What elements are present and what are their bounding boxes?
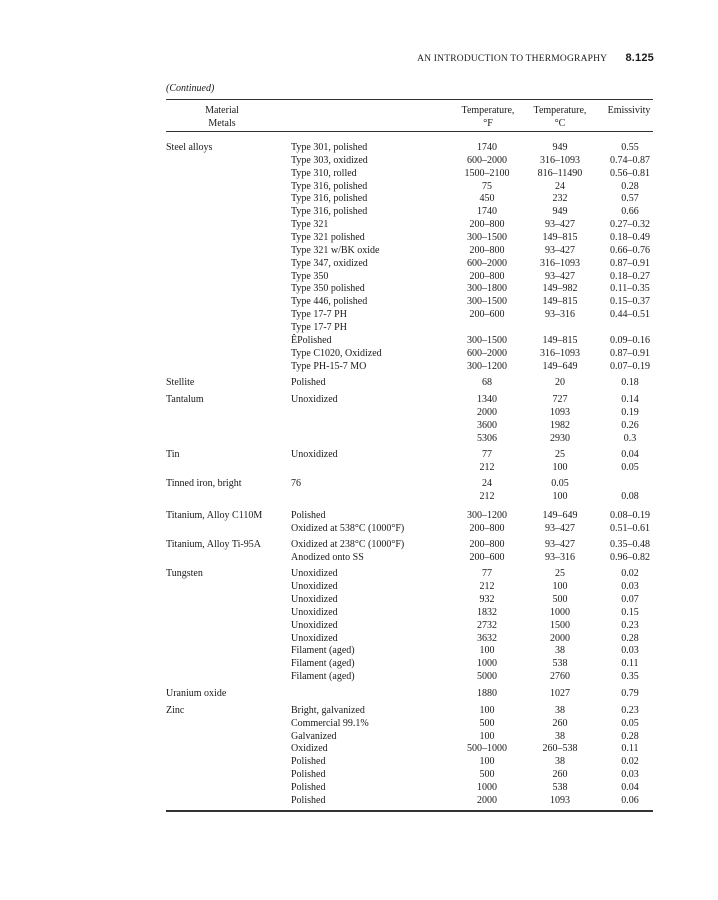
temperature-f-cell: 100	[479, 756, 495, 767]
temperature-c-cell: 100	[552, 581, 568, 592]
temperature-c-cell: 38	[555, 731, 565, 742]
description-cell: Anodized onto SS	[291, 552, 364, 563]
temperature-c-cell: 38	[555, 705, 565, 716]
temperature-c-cell: 2760	[550, 671, 570, 682]
header-temperature-c	[528, 104, 592, 130]
temperature-c-cell: 100	[552, 491, 568, 502]
table-row	[0, 141, 718, 154]
table-row	[0, 755, 718, 768]
description-cell: Type 350 polished	[291, 283, 365, 294]
table-row	[0, 461, 718, 474]
emissivity-cell: 0.57	[621, 193, 639, 204]
description-cell: Type PH-15-7 MO	[291, 361, 367, 372]
emissivity-cell: 0.26	[621, 420, 639, 431]
temperature-f-cell: 1832	[477, 607, 497, 618]
emissivity-cell: 0.55	[621, 142, 639, 153]
temperature-c-cell: 727	[552, 394, 568, 405]
temperature-c-cell: 149–815	[542, 232, 578, 243]
temperature-f-cell: 300–1200	[467, 510, 507, 521]
table-row	[0, 477, 718, 490]
temperature-c-cell: 1093	[550, 407, 570, 418]
temperature-c-cell: 2000	[550, 633, 570, 644]
description-cell: Filament (aged)	[291, 671, 355, 682]
temperature-f-cell: 1740	[477, 206, 497, 217]
description-cell: Unoxidized	[291, 394, 338, 405]
description-cell: Type 17-7 PH	[291, 309, 347, 320]
emissivity-cell: 0.35–0.48	[610, 539, 650, 550]
table-row	[0, 154, 718, 167]
table-row	[0, 419, 718, 432]
description-cell: Filament (aged)	[291, 645, 355, 656]
table-row	[0, 257, 718, 270]
emissivity-cell: 0.56–0.81	[610, 168, 650, 179]
temperature-c-cell: 232	[552, 193, 568, 204]
table-row	[0, 244, 718, 257]
temperature-c-cell: 1093	[550, 795, 570, 806]
emissivity-cell: 0.3	[623, 433, 637, 444]
temperature-f-cell: 200–800	[469, 271, 505, 282]
temperature-f-cell: 1340	[477, 394, 497, 405]
description-cell: Polished	[291, 756, 326, 767]
emissivity-cell: 0.87–0.91	[610, 348, 650, 359]
temperature-f-cell: 500–1000	[467, 743, 507, 754]
temperature-c-cell: 0.05	[551, 478, 569, 489]
temperature-c-cell: 24	[555, 181, 565, 192]
temperature-f-cell: 200–800	[469, 523, 505, 534]
temperature-f-cell: 200–800	[469, 219, 505, 230]
emissivity-cell: 0.07	[621, 594, 639, 605]
temperature-f-cell: 77	[482, 568, 492, 579]
emissivity-cell: 0.06	[621, 795, 639, 806]
temperature-c-cell: 149–649	[542, 510, 578, 521]
emissivity-cell: 0.44–0.51	[610, 309, 650, 320]
table-row	[0, 551, 718, 564]
table-row	[0, 490, 718, 503]
description-cell: Polished	[291, 795, 326, 806]
table-row	[0, 580, 718, 593]
description-cell: Type 316, polished	[291, 193, 368, 204]
running-header	[417, 52, 654, 64]
table-row	[0, 768, 718, 781]
description-cell: Polished	[291, 377, 326, 388]
emissivity-cell: 0.28	[621, 731, 639, 742]
description-cell: Unoxidized	[291, 633, 338, 644]
emissivity-cell: 0.15	[621, 607, 639, 618]
temperature-c-cell: 538	[552, 782, 568, 793]
temperature-f-cell: 2000	[477, 795, 497, 806]
emissivity-cell: 0.04	[621, 782, 639, 793]
table-row	[0, 376, 718, 389]
emissivity-cell: 0.74–0.87	[610, 155, 650, 166]
table-row	[0, 192, 718, 205]
temperature-f-cell: 2000	[477, 407, 497, 418]
temperature-c-cell: 93–427	[545, 523, 575, 534]
description-cell: Type 321 polished	[291, 232, 365, 243]
material-cell: Tin	[166, 449, 180, 460]
temperature-c-cell: 816–11490	[537, 168, 583, 179]
emissivity-cell: 0.51–0.61	[610, 523, 650, 534]
temperature-c-cell: 949	[552, 206, 568, 217]
temperature-f-cell: 77	[482, 449, 492, 460]
temperature-c-cell: 149–815	[542, 335, 578, 346]
table-row	[0, 347, 718, 360]
description-cell: Unoxidized	[291, 449, 338, 460]
temperature-f-cell: 500	[479, 718, 495, 729]
table-row	[0, 231, 718, 244]
temperature-f-cell: 212	[479, 491, 495, 502]
description-cell: Type 301, polished	[291, 142, 368, 153]
table-row	[0, 522, 718, 535]
description-cell: Type 310, rolled	[291, 168, 357, 179]
description-cell: Polished	[291, 769, 326, 780]
emissivity-cell: 0.79	[621, 688, 639, 699]
emissivity-cell: 0.66	[621, 206, 639, 217]
description-cell: Polished	[291, 782, 326, 793]
emissivity-cell: 0.02	[621, 756, 639, 767]
temperature-f-cell: 300–1500	[467, 296, 507, 307]
temperature-f-cell: 75	[482, 181, 492, 192]
temperature-c-cell: 100	[552, 462, 568, 473]
temperature-f-cell: 600–2000	[467, 155, 507, 166]
table-row	[0, 644, 718, 657]
description-cell: 76	[291, 478, 301, 489]
description-cell: Commercial 99.1%	[291, 718, 369, 729]
emissivity-cell: 0.23	[621, 705, 639, 716]
description-cell: Type 350	[291, 271, 329, 282]
description-cell: Unoxidized	[291, 568, 338, 579]
temperature-c-cell: 93–427	[545, 539, 575, 550]
temperature-f-cell: 24	[482, 478, 492, 489]
emissivity-cell: 0.03	[621, 581, 639, 592]
header-material-line1: Material	[205, 105, 239, 116]
temperature-f-cell: 200–800	[469, 245, 505, 256]
temperature-c-cell: 38	[555, 645, 565, 656]
description-cell: Oxidized at 538°C (1000°F)	[291, 523, 405, 534]
temperature-f-cell: 300–1500	[467, 232, 507, 243]
temperature-f-cell: 1000	[477, 782, 497, 793]
table-row	[0, 781, 718, 794]
table-row	[0, 360, 718, 373]
emissivity-cell: 0.18–0.27	[610, 271, 650, 282]
description-cell: Galvanized	[291, 731, 337, 742]
description-cell: Type C1020, Oxidized	[291, 348, 382, 359]
header-temperature-f	[456, 104, 520, 130]
material-cell: Uranium oxide	[166, 688, 227, 699]
description-cell: Unoxidized	[291, 607, 338, 618]
header-temperature-c-line1: Temperature,	[533, 105, 587, 116]
temperature-c-cell: 25	[555, 568, 565, 579]
temperature-f-cell: 5306	[477, 433, 497, 444]
table-bottom-rule	[166, 810, 653, 812]
temperature-c-cell: 949	[552, 142, 568, 153]
temperature-c-cell: 1027	[550, 688, 570, 699]
header-temperature-f-line1: Temperature,	[461, 105, 515, 116]
table-row	[0, 295, 718, 308]
temperature-f-cell: 200–600	[469, 309, 505, 320]
table-row	[0, 321, 718, 334]
temperature-f-cell: 1880	[477, 688, 497, 699]
header-temperature-c-line2: °C	[554, 118, 566, 129]
emissivity-cell: 0.66–0.76	[610, 245, 650, 256]
temperature-f-cell: 100	[479, 731, 495, 742]
emissivity-cell: 0.18–0.49	[610, 232, 650, 243]
table-top-rule	[166, 99, 653, 100]
temperature-f-cell: 450	[479, 193, 495, 204]
description-cell: Filament (aged)	[291, 658, 355, 669]
header-material	[170, 104, 274, 130]
material-cell: Tinned iron, bright	[166, 478, 242, 489]
emissivity-cell: 0.11	[621, 743, 639, 754]
emissivity-cell: 0.11	[621, 658, 639, 669]
temperature-f-cell: 200–800	[469, 539, 505, 550]
temperature-c-cell: 149–982	[542, 283, 578, 294]
temperature-f-cell: 3632	[477, 633, 497, 644]
header-temperature-f-line2: °F	[483, 118, 493, 129]
temperature-c-cell: 316–1093	[540, 155, 580, 166]
emissivity-cell: 0.14	[621, 394, 639, 405]
description-cell: Type 347, oxidized	[291, 258, 368, 269]
table-row	[0, 687, 718, 700]
temperature-f-cell: 500	[479, 769, 495, 780]
emissivity-cell: 0.96–0.82	[610, 552, 650, 563]
temperature-c-cell: 1982	[550, 420, 570, 431]
description-cell: Bright, galvanized	[291, 705, 365, 716]
table-row	[0, 794, 718, 807]
table-row	[0, 717, 718, 730]
temperature-f-cell: 300–1800	[467, 283, 507, 294]
emissivity-cell: 0.03	[621, 769, 639, 780]
emissivity-cell: 0.05	[621, 462, 639, 473]
temperature-c-cell: 149–649	[542, 361, 578, 372]
temperature-f-cell: 5000	[477, 671, 497, 682]
emissivity-cell: 0.09–0.16	[610, 335, 650, 346]
temperature-f-cell: 212	[479, 462, 495, 473]
continued-label: (Continued)	[166, 83, 215, 94]
material-cell: Tantalum	[166, 394, 204, 405]
temperature-f-cell: 68	[482, 377, 492, 388]
table-row	[0, 593, 718, 606]
header-emissivity	[600, 104, 658, 117]
emissivity-cell: 0.03	[621, 645, 639, 656]
description-cell: Unoxidized	[291, 581, 338, 592]
emissivity-cell: 0.11–0.35	[610, 283, 650, 294]
temperature-c-cell: 2930	[550, 433, 570, 444]
table-row	[0, 334, 718, 347]
table-row	[0, 205, 718, 218]
header-bottom-rule	[166, 131, 653, 132]
temperature-f-cell: 300–1200	[467, 361, 507, 372]
temperature-c-cell: 538	[552, 658, 568, 669]
table-row	[0, 619, 718, 632]
table-row	[0, 406, 718, 419]
emissivity-cell: 0.02	[621, 568, 639, 579]
material-cell: Tungsten	[166, 568, 203, 579]
table-row	[0, 704, 718, 717]
table-row	[0, 282, 718, 295]
description-cell: Type 17-7 PH	[291, 322, 347, 333]
emissivity-cell: 0.18	[621, 377, 639, 388]
table-row	[0, 538, 718, 551]
temperature-f-cell: 2732	[477, 620, 497, 631]
emissivity-cell: 0.15–0.37	[610, 296, 650, 307]
table-row	[0, 448, 718, 461]
temperature-f-cell: 932	[479, 594, 495, 605]
header-emissivity-label: Emissivity	[607, 105, 651, 116]
temperature-f-cell: 212	[479, 581, 495, 592]
table-row	[0, 670, 718, 683]
emissivity-cell: 0.05	[621, 718, 639, 729]
table-row	[0, 567, 718, 580]
description-cell: Polished	[291, 510, 326, 521]
temperature-c-cell: 93–316	[545, 309, 575, 320]
material-cell: Titanium, Alloy C110M	[166, 510, 263, 521]
temperature-f-cell: 600–2000	[467, 348, 507, 359]
material-cell: Zinc	[166, 705, 185, 716]
description-cell: Oxidized at 238°C (1000°F)	[291, 539, 405, 550]
temperature-c-cell: 1500	[550, 620, 570, 631]
temperature-c-cell: 260–538	[542, 743, 578, 754]
temperature-f-cell: 100	[479, 645, 495, 656]
emissivity-cell: 0.27–0.32	[610, 219, 650, 230]
emissivity-cell: 0.35	[621, 671, 639, 682]
emissivity-cell: 0.87–0.91	[610, 258, 650, 269]
emissivity-cell: 0.04	[621, 449, 639, 460]
table-row	[0, 432, 718, 445]
temperature-c-cell: 500	[552, 594, 568, 605]
page-number: 8.125	[625, 52, 654, 64]
temperature-c-cell: 260	[552, 769, 568, 780]
temperature-f-cell: 200–600	[469, 552, 505, 563]
material-cell: Titanium, Alloy Ti-95A	[166, 539, 261, 550]
temperature-f-cell: 1000	[477, 658, 497, 669]
description-cell: ÊPolished	[291, 335, 332, 346]
description-cell: Unoxidized	[291, 620, 338, 631]
description-cell: Type 316, polished	[291, 206, 368, 217]
temperature-c-cell: 93–427	[545, 245, 575, 256]
emissivity-cell: 0.08–0.19	[610, 510, 650, 521]
temperature-f-cell: 600–2000	[467, 258, 507, 269]
temperature-c-cell: 260	[552, 718, 568, 729]
temperature-c-cell: 149–815	[542, 296, 578, 307]
temperature-f-cell: 1740	[477, 142, 497, 153]
description-cell: Type 446, polished	[291, 296, 368, 307]
description-cell: Type 321	[291, 219, 329, 230]
table-row	[0, 308, 718, 321]
temperature-c-cell: 93–427	[545, 219, 575, 230]
temperature-c-cell: 25	[555, 449, 565, 460]
description-cell: Oxidized	[291, 743, 328, 754]
table-row	[0, 167, 718, 180]
description-cell: Unoxidized	[291, 594, 338, 605]
table-row	[0, 218, 718, 231]
description-cell: Type 316, polished	[291, 181, 368, 192]
temperature-c-cell: 316–1093	[540, 258, 580, 269]
temperature-c-cell: 93–427	[545, 271, 575, 282]
emissivity-cell: 0.19	[621, 407, 639, 418]
table-row	[0, 393, 718, 406]
material-cell: Stellite	[166, 377, 195, 388]
material-cell: Steel alloys	[166, 142, 213, 153]
temperature-c-cell: 1000	[550, 607, 570, 618]
header-material-line2: Metals	[208, 118, 236, 129]
temperature-f-cell: 3600	[477, 420, 497, 431]
temperature-f-cell: 300–1500	[467, 335, 507, 346]
emissivity-cell: 0.23	[621, 620, 639, 631]
temperature-c-cell: 316–1093	[540, 348, 580, 359]
emissivity-cell: 0.28	[621, 633, 639, 644]
table-row	[0, 742, 718, 755]
table-row	[0, 509, 718, 522]
emissivity-cell: 0.28	[621, 181, 639, 192]
table-row	[0, 606, 718, 619]
emissivity-cell: 0.07–0.19	[610, 361, 650, 372]
temperature-c-cell: 38	[555, 756, 565, 767]
temperature-f-cell: 100	[479, 705, 495, 716]
description-cell: Type 303, oxidized	[291, 155, 368, 166]
emissivity-cell: 0.08	[621, 491, 639, 502]
description-cell: Type 321 w/BK oxide	[291, 245, 380, 256]
temperature-f-cell: 1500–2100	[464, 168, 510, 179]
temperature-c-cell: 93–316	[545, 552, 575, 563]
running-title: AN INTRODUCTION TO THERMOGRAPHY	[417, 54, 607, 64]
table-row	[0, 657, 718, 670]
temperature-c-cell: 20	[555, 377, 565, 388]
